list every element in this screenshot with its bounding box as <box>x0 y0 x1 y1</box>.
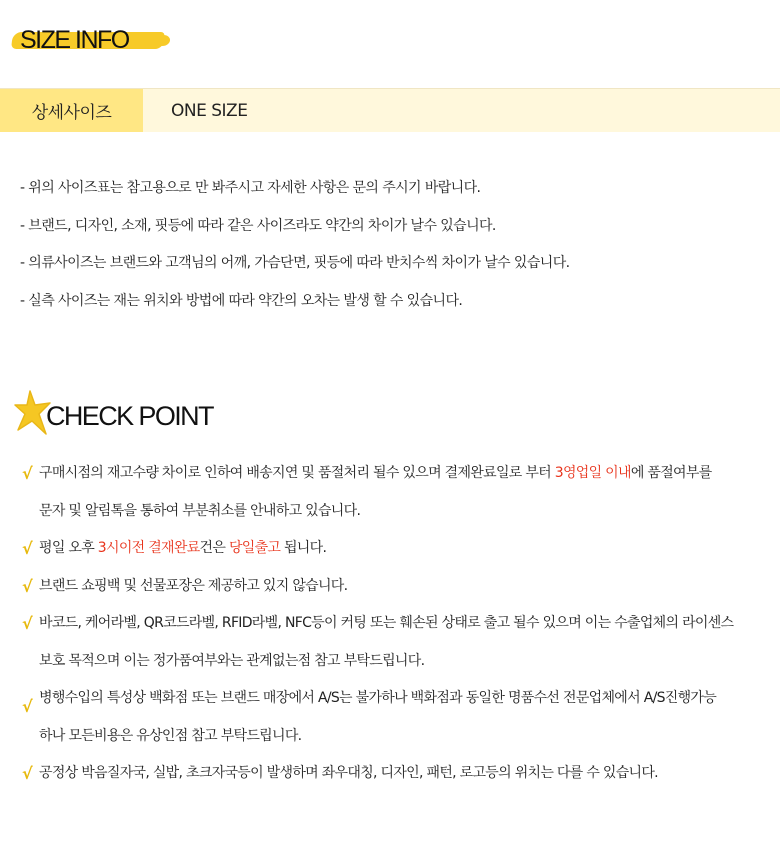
star-icon <box>14 390 48 436</box>
check-text: 브랜드 쇼핑백 및 선물포장은 제공하고 있지 않습니다. <box>39 577 348 594</box>
checkmark-icon: √ <box>22 764 33 783</box>
list-item <box>22 573 772 611</box>
check-point-list <box>22 460 772 798</box>
size-note: - 실측 사이즈는 재는 위치와 방법에 따라 약간의 오차는 발생 할 수 있습니다. <box>20 292 463 309</box>
size-table-header: 상세사이즈 <box>0 89 143 132</box>
check-text-part: 구매시점의 재고수량 차이로 인하여 배송지연 및 품절처리 될수 있으며 결제완료일로 부터 <box>39 465 555 481</box>
checkmark-icon: √ <box>22 464 33 483</box>
check-text-continued: 하나 모든비용은 유상인점 참고 부탁드립니다. <box>39 727 302 744</box>
check-text-continued: 문자 및 알림톡을 통하여 부분취소를 안내하고 있습니다. <box>39 502 361 519</box>
size-note: - 의류사이즈는 브랜드와 고객님의 어깨, 가슴단면, 핏등에 따라 반치수씩 차이가 날수 있습니다. <box>20 255 570 271</box>
checkmark-icon: √ <box>22 539 33 558</box>
size-table-value: ONE SIZE <box>171 100 248 121</box>
checkmark-icon: √ <box>22 614 33 633</box>
check-text-part: 건은 <box>199 540 229 556</box>
list-item <box>22 460 772 535</box>
check-text: 바코드, 케어라벨, QR코드라벨, RFID라벨, NFC등이 커팅 또는 훼손된 상태로 출고 될수 있으며 이는 수출업체의 라이센스 <box>39 615 734 631</box>
highlight-text: 3시이전 결재완료 <box>97 540 200 556</box>
list-item <box>22 535 772 573</box>
size-info-heading <box>12 22 129 58</box>
highlight-text: 당일출고 <box>228 540 281 556</box>
check-text <box>39 535 772 573</box>
check-text <box>39 460 772 498</box>
check-point-title: CHECK POINT <box>46 400 213 431</box>
list-item <box>22 610 772 685</box>
checkmark-icon: √ <box>22 576 33 596</box>
highlight-text: 3영업일 이내 <box>554 465 631 481</box>
size-table <box>0 88 780 132</box>
check-text-continued: 보호 목적으며 이는 정가품여부와는 관계없는점 참고 부탁드립니다. <box>39 652 425 669</box>
size-note: - 브랜드, 디자인, 소재, 핏등에 따라 같은 사이즈라도 약간의 차이가 날수 있습니다. <box>20 217 496 234</box>
list-item <box>22 760 772 798</box>
size-info-title: SIZE INFO <box>20 25 129 54</box>
check-text: 공정상 박음질자국, 실밥, 초크자국등이 발생하며 좌우대칭, 디자인, 패턴, 로고등의 위치는 다를 수 있습니다. <box>39 765 658 781</box>
size-note: - 위의 사이즈표는 참고용으로 만 봐주시고 자세한 사항은 문의 주시기 바랍니다. <box>20 180 481 196</box>
check-text-part: 됩니다. <box>280 540 327 556</box>
size-notes-list <box>20 178 760 328</box>
checkmark-icon: √ <box>22 697 33 716</box>
list-item <box>22 685 772 760</box>
check-text-part: 에 품절여부를 <box>630 465 712 481</box>
check-point-heading <box>14 388 213 438</box>
check-text: 병행수입의 특성상 백화점 또는 브랜드 매장에서 A/S는 불가하나 백화점과 동일한 명품수선 전문업체에서 A/S진행가능 <box>39 690 717 706</box>
check-text-part: 평일 오후 <box>39 540 98 556</box>
